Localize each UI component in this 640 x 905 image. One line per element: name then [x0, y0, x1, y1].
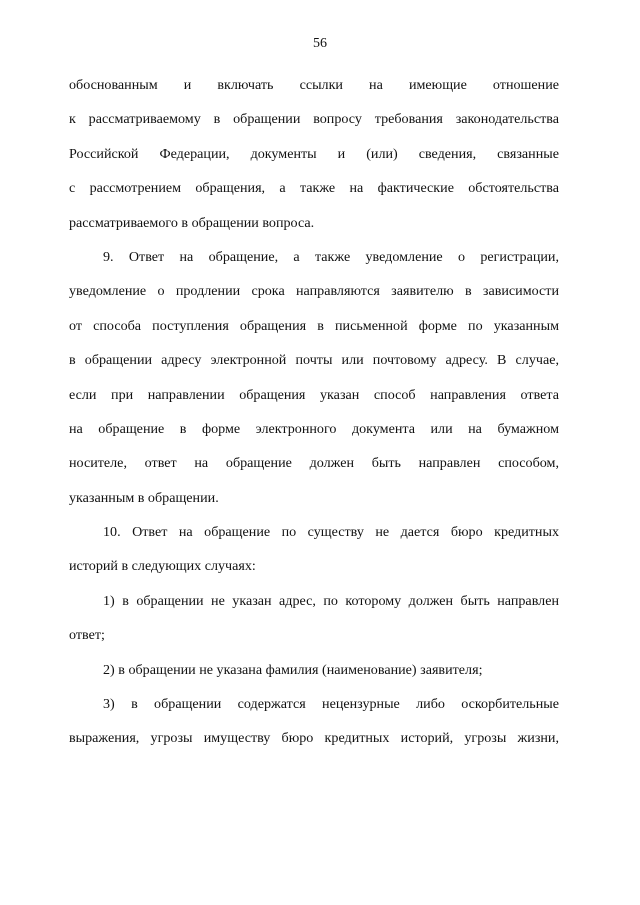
paragraph-10-start: 10. Ответ на обращение по существу не дается бюро кредитных [103, 524, 559, 541]
text-line: рассматриваемого в обращении вопроса. [69, 214, 315, 231]
text-line: указанным в обращении. [69, 489, 219, 506]
text-line: если при направлении обращения указан способ направления ответа [69, 386, 559, 403]
text-line: с рассмотрением обращения, а также на фактические обстоятельства [69, 180, 559, 197]
text-line: носителе, ответ на обращение должен быть направлен способом, [69, 455, 559, 472]
text-line: в обращении адресу электронной почты или почтовому адресу. В случае, [69, 352, 559, 369]
page-number: 56 [313, 36, 327, 51]
list-item-1: 1) в обращении не указан адрес, по которому должен быть направлен [103, 592, 559, 609]
text-line: обоснованным и включать ссылки на имеющие отношение [69, 77, 559, 93]
paragraph-9-start: 9. Ответ на обращение, а также уведомление о регистрации, [103, 248, 559, 265]
document-body [69, 68, 559, 756]
text-line: на обращение в форме электронного документа или на бумажном [69, 420, 559, 437]
text-line: Российской Федерации, документы и (или) сведения, связанные [69, 145, 559, 162]
text-line: ответ; [69, 627, 105, 644]
text-line: историй в следующих случаях: [69, 558, 256, 575]
text-line: уведомление о продлении срока направляются заявителю в зависимости [69, 283, 559, 300]
text-line: выражения, угрозы имуществу бюро кредитных историй, угрозы жизни, [69, 730, 559, 747]
list-item-3: 3) в обращении содержатся нецензурные либо оскорбительные [103, 696, 559, 713]
list-item-2: 2) в обращении не указана фамилия (наименование) заявителя; [103, 661, 483, 678]
text-line: от способа поступления обращения в письменной форме по указанным [69, 317, 559, 334]
text-line: к рассматриваемому в обращении вопросу требования законодательства [69, 111, 559, 128]
